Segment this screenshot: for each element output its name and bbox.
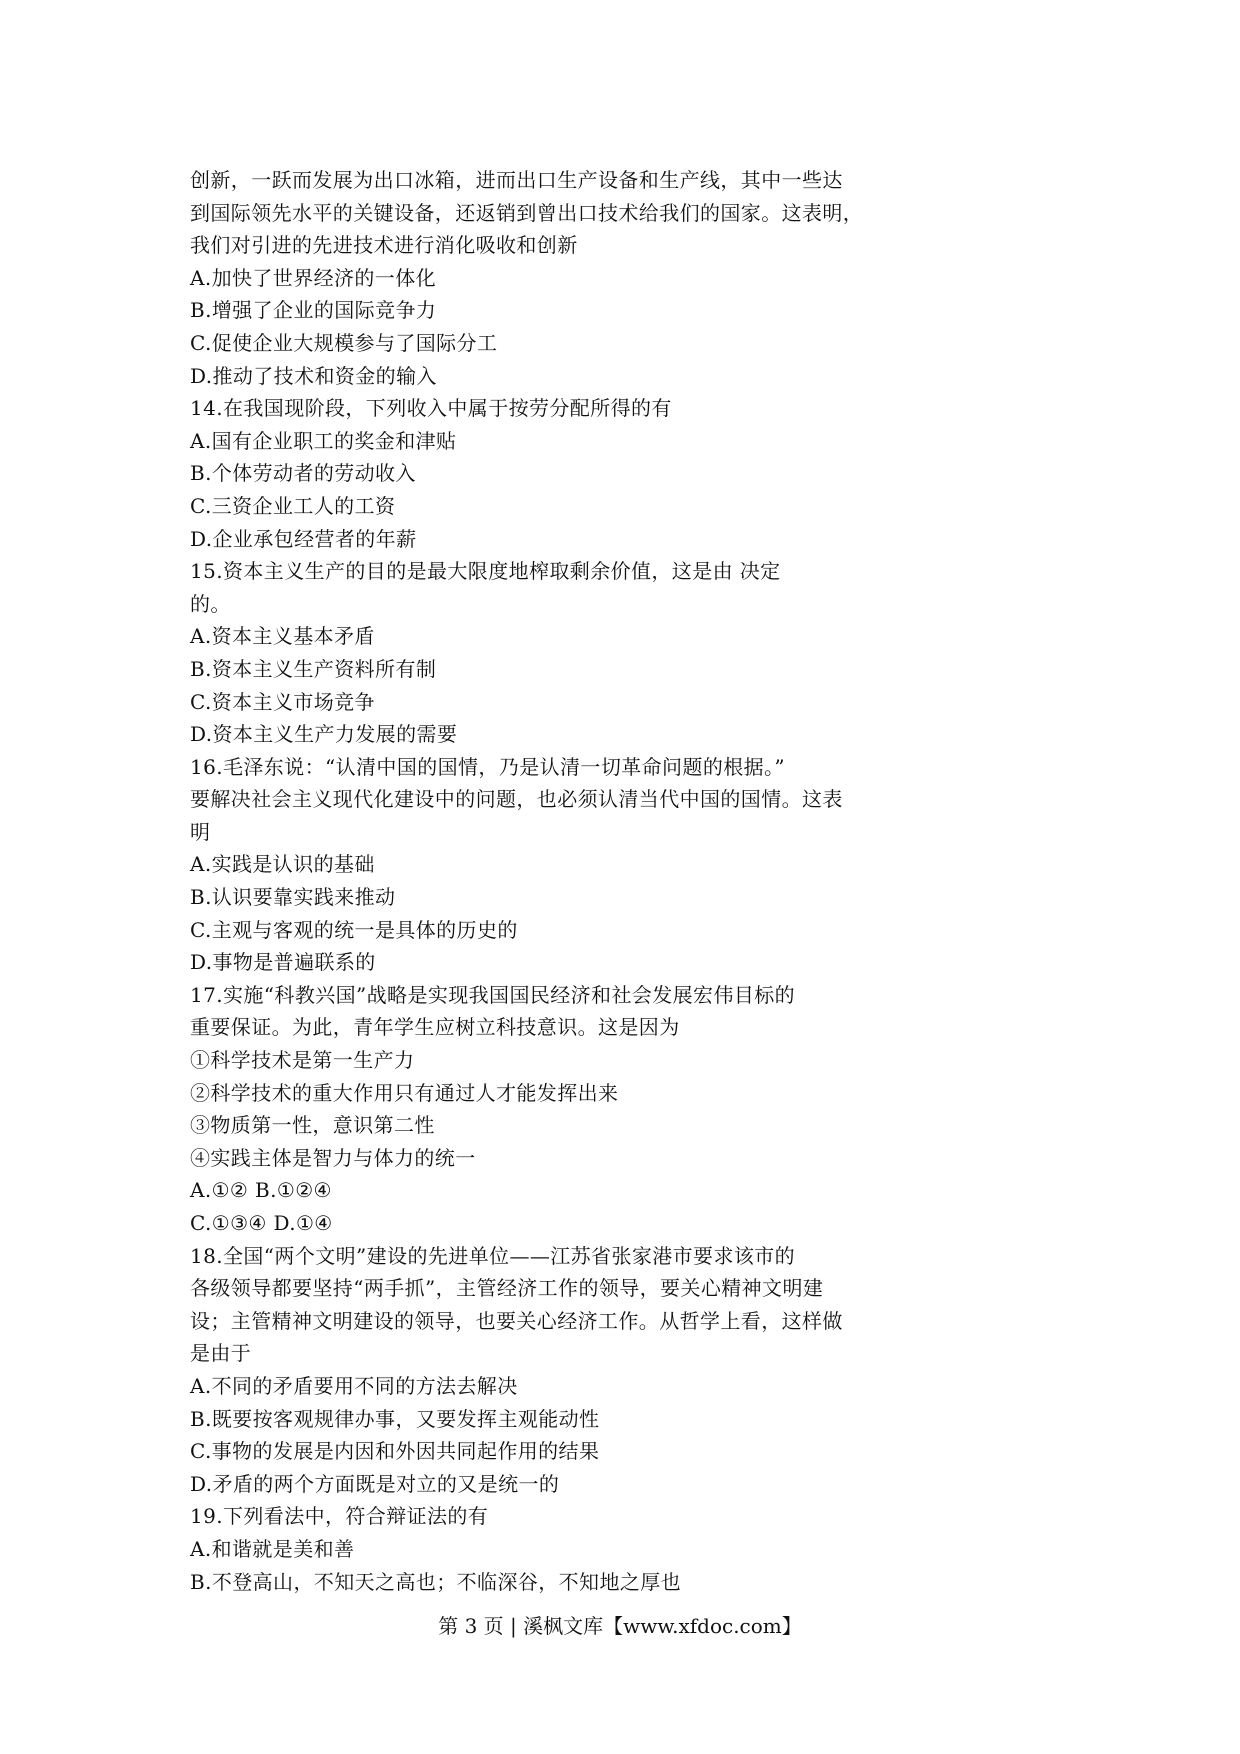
option-line: C.①③④ D.①④ bbox=[190, 1211, 333, 1235]
option-line: A.国有企业职工的奖金和津贴 bbox=[190, 428, 457, 453]
statement-line: ①科学技术是第一生产力 bbox=[190, 1048, 415, 1073]
option-line: D.事物是普遍联系的 bbox=[190, 950, 376, 975]
option-line: B.个体劳动者的劳动收入 bbox=[190, 461, 416, 486]
option-line: C.三资企业工人的工资 bbox=[190, 493, 396, 518]
statement-line: ②科学技术的重大作用只有通过人才能发挥出来 bbox=[190, 1080, 619, 1105]
text-line: 到国际领先水平的关键设备，还返销到曾出口技术给我们的国家。这表明， bbox=[190, 200, 864, 225]
option-line: A.和谐就是美和善 bbox=[190, 1536, 355, 1561]
question-15: 15.资本主义生产的目的是最大限度地榨取剩余价值，这是由 决定 bbox=[190, 559, 781, 584]
option-line: D.推动了技术和资金的输入 bbox=[190, 363, 437, 388]
question-18: 18.全国“两个文明”建设的先进单位——江苏省张家港市要求该市的 bbox=[190, 1243, 796, 1268]
option-line: C.主观与客观的统一是具体的历史的 bbox=[190, 917, 518, 942]
option-line: A.资本主义基本矛盾 bbox=[190, 624, 375, 649]
page-footer: 第 3 页 | 溪枫文库【www.xfdoc.com】 bbox=[438, 1614, 802, 1638]
option-line: A.不同的矛盾要用不同的方法去解决 bbox=[190, 1373, 518, 1398]
option-line: A.实践是认识的基础 bbox=[190, 852, 375, 877]
option-line: D.矛盾的两个方面既是对立的又是统一的 bbox=[190, 1471, 560, 1496]
document-body bbox=[190, 164, 910, 1598]
text-line: 创新，一跃而发展为出口冰箱，进而出口生产设备和生产线，其中一些达 bbox=[190, 168, 843, 192]
statement-line: ③物质第一性，意识第二性 bbox=[190, 1113, 435, 1138]
option-line: D.企业承包经营者的年薪 bbox=[190, 526, 417, 551]
text-line: 明 bbox=[190, 819, 211, 844]
question-16: 16.毛泽东说：“认清中国的国情，乃是认清一切革命问题的根据。” bbox=[190, 754, 786, 779]
text-line: 我们对引进的先进技术进行消化吸收和创新 bbox=[190, 233, 578, 258]
question-17: 17.实施“科教兴国”战略是实现我国国民经济和社会发展宏伟目标的 bbox=[190, 982, 796, 1007]
text-line: 设；主管精神文明建设的领导，也要关心经济工作。从哲学上看，这样做 bbox=[190, 1308, 843, 1333]
text-line: 重要保证。为此，青年学生应树立科技意识。这是因为 bbox=[190, 1015, 680, 1040]
option-line: C.资本主义市场竞争 bbox=[190, 689, 375, 714]
text-line: 是由于 bbox=[190, 1341, 252, 1366]
statement-line: ④实践主体是智力与体力的统一 bbox=[190, 1145, 476, 1170]
option-line: D.资本主义生产力发展的需要 bbox=[190, 722, 458, 747]
option-line: B.不登高山，不知天之高也；不临深谷，不知地之厚也 bbox=[190, 1569, 682, 1594]
option-line: C.促使企业大规模参与了国际分工 bbox=[190, 330, 498, 355]
text-line: 要解决社会主义现代化建设中的问题，也必须认清当代中国的国情。这表 bbox=[190, 787, 843, 812]
option-line: B.增强了企业的国际竞争力 bbox=[190, 298, 437, 323]
question-19: 19.下列看法中，符合辩证法的有 bbox=[190, 1504, 489, 1529]
option-line: B.资本主义生产资料所有制 bbox=[190, 656, 437, 681]
option-line: C.事物的发展是内因和外因共同起作用的结果 bbox=[190, 1439, 600, 1464]
option-line: A.①② B.①②④ bbox=[190, 1178, 332, 1203]
option-line: A.加快了世界经济的一体化 bbox=[190, 265, 437, 290]
question-14: 14.在我国现阶段，下列收入中属于按劳分配所得的有 bbox=[190, 396, 672, 421]
text-line: 各级领导都要坚持“两手抓”，主管经济工作的领导，要关心精神文明建 bbox=[190, 1276, 824, 1301]
option-line: B.既要按客观规律办事，又要发挥主观能动性 bbox=[190, 1406, 600, 1431]
text-line: 的。 bbox=[190, 591, 231, 616]
option-line: B.认识要靠实践来推动 bbox=[190, 885, 396, 910]
